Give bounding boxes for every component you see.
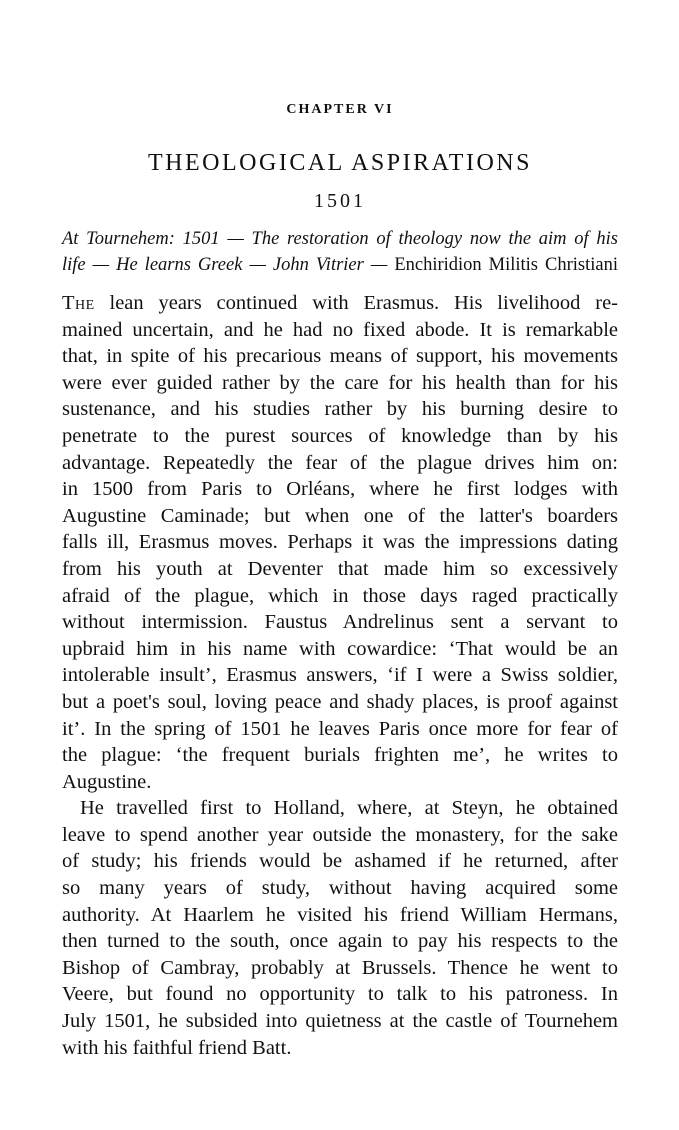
text-line: were ever guided rather by the care for his health than for his — [62, 371, 618, 394]
text-line: July 1501, he subsided into quietness at the castle of Tournehem — [62, 1010, 618, 1033]
text-line: He travelled first to Holland, where, at Steyn, he obtained — [80, 797, 618, 820]
chapter-title: THEOLOGICAL ASPIRATIONS — [148, 150, 532, 176]
summary-line: At Tournehem: 1501 — The restoration of theology now the aim of his — [62, 229, 618, 249]
text-line: of study; his friends would be ashamed if he returned, after — [62, 850, 618, 873]
text-line: with his faithful friend Batt. — [62, 1036, 292, 1059]
chapter-year: 1501 — [314, 190, 366, 212]
text-line: then turned to the south, once again to pay his respects to the — [62, 930, 618, 953]
paragraph-2 — [62, 795, 618, 1061]
summary-book-title: Enchiridion Militis Christiani — [394, 255, 618, 275]
summary-line — [62, 252, 618, 278]
text-line: in 1500 from Paris to Orléans, where he first lodges with — [62, 478, 618, 501]
text-line: mained uncertain, and he had no fixed abode. It is remarkable — [62, 318, 618, 341]
body-text — [62, 290, 618, 1061]
text-line: penetrate to the purest sources of knowledge than by his — [62, 424, 618, 447]
text-line — [62, 290, 618, 317]
text-line: upbraid him in his name with cowardice: ‘That would be an — [62, 637, 618, 660]
summary-text: life — He learns Greek — John Vitrier — — [62, 255, 395, 275]
text-line: without intermission. Faustus Andrelinus sent a servant to — [62, 611, 618, 634]
text-line: authority. At Haarlem he visited his friend William Hermans, — [62, 903, 618, 926]
text-line: so many years of study, without having acquired some — [62, 877, 618, 900]
text-line: sustenance, and his studies rather by his burning desire to — [62, 398, 618, 421]
text-line: Augustine. — [62, 770, 152, 793]
text-fragment: lean years continued with Erasmus. His livelihood re- — [94, 292, 618, 314]
text-line: falls ill, Erasmus moves. Perhaps it was the impressions dating — [62, 531, 618, 554]
text-line: intolerable insult’, Erasmus answers, ‘if I were a Swiss soldier, — [62, 664, 618, 687]
paragraph-1 — [62, 290, 618, 795]
chapter-summary — [62, 226, 618, 278]
text-line: advantage. Repeatedly the fear of the plague drives him on: — [62, 451, 618, 474]
text-line: it’. In the spring of 1501 he leaves Paris once more for fear of — [62, 717, 618, 740]
opening-word: The — [62, 292, 95, 314]
text-line: but a poet's soul, loving peace and shady places, is proof against — [62, 690, 618, 713]
chapter-number: CHAPTER VI — [286, 102, 394, 117]
text-line: afraid of the plague, which in those days raged practically — [62, 584, 618, 607]
text-line: Bishop of Cambray, probably at Brussels. Thence he went to — [62, 956, 618, 979]
text-line: Augustine Caminade; but when one of the latter's boarders — [62, 504, 618, 527]
text-line: that, in spite of his precarious means of support, his movements — [62, 345, 618, 368]
text-line: from his youth at Deventer that made him so excessively — [62, 557, 618, 580]
text-line: the plague: ‘the frequent burials frighten me’, he writes to — [62, 744, 618, 767]
text-line: Veere, but found no opportunity to talk to his patroness. In — [62, 983, 618, 1006]
text-line: leave to spend another year outside the monastery, for the sake — [62, 823, 618, 846]
